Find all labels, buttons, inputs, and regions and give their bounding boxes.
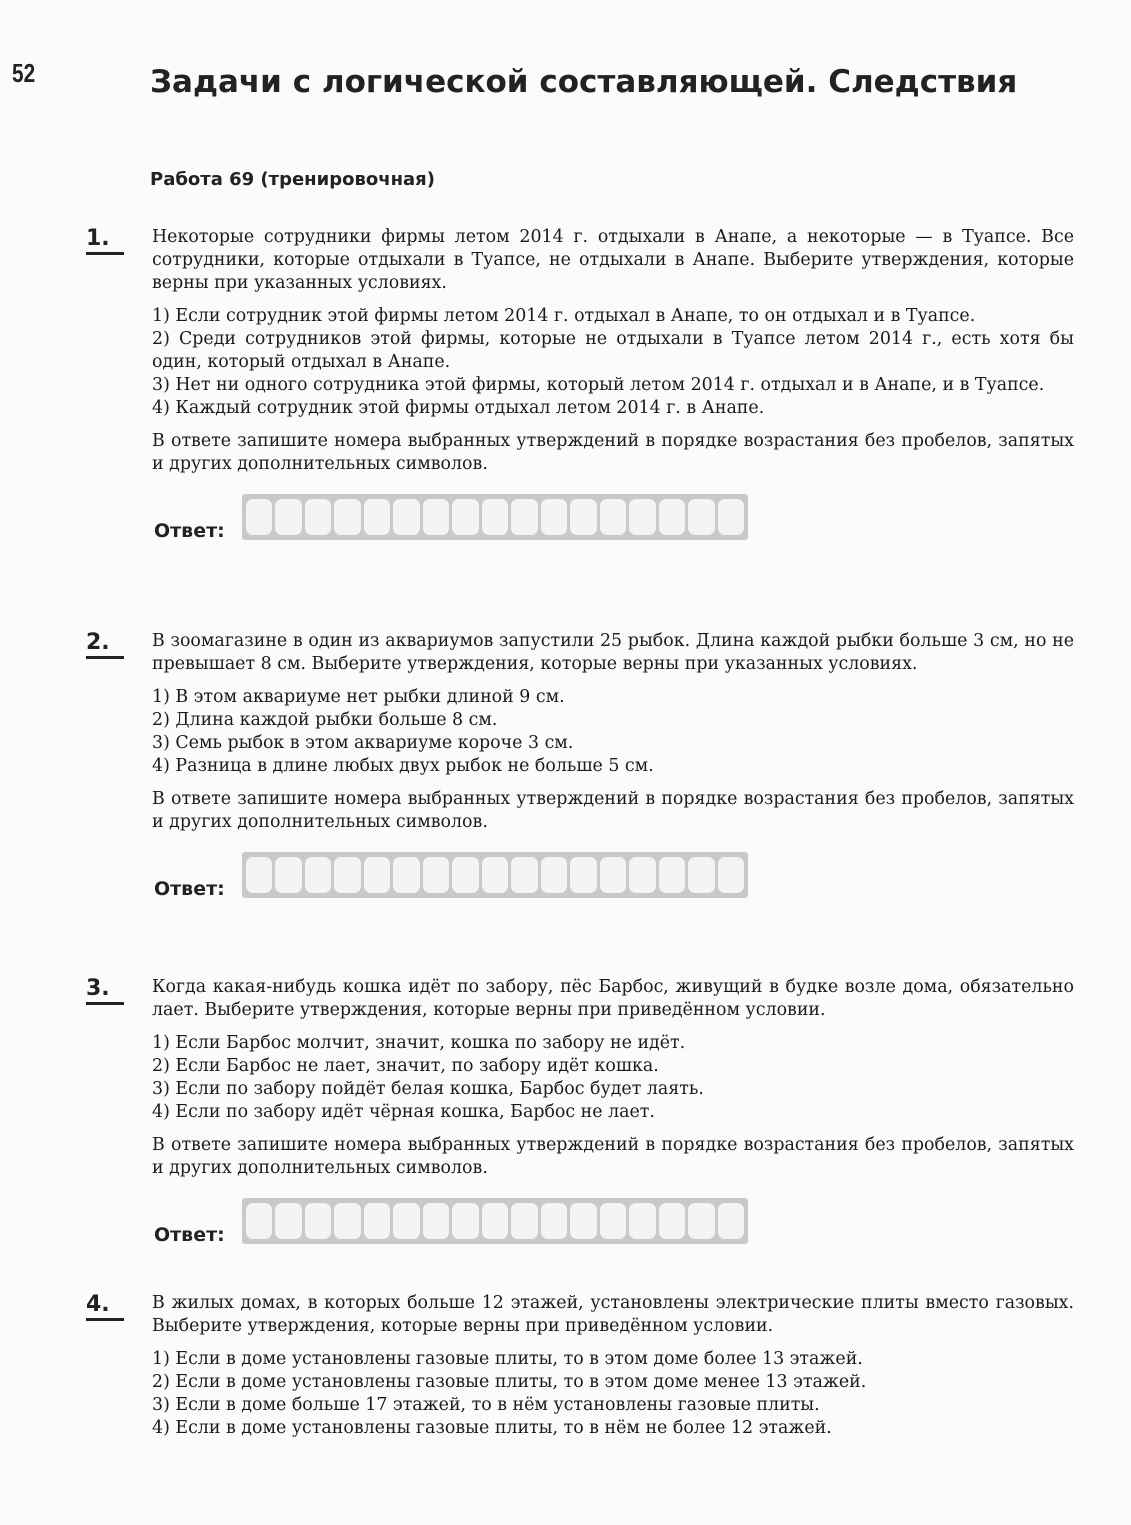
answer-cell[interactable]: [570, 857, 596, 893]
task-number-text: 3.: [86, 976, 110, 1001]
answer-cell[interactable]: [511, 857, 537, 893]
answer-label: Ответ:: [154, 878, 225, 900]
answer-cell[interactable]: [305, 499, 331, 535]
answer-row: [152, 1198, 1074, 1252]
answer-cell[interactable]: [275, 1203, 301, 1239]
answer-cell[interactable]: [570, 499, 596, 535]
task-number-underline: [86, 1002, 124, 1005]
answer-cell[interactable]: [452, 857, 478, 893]
answer-cell[interactable]: [629, 857, 655, 893]
task-number: [86, 226, 110, 252]
task-number-underline: [86, 1318, 124, 1321]
answer-cell[interactable]: [452, 499, 478, 535]
page-title: Задачи с логической составляющей. Следствия: [150, 64, 1018, 100]
task-options: [152, 305, 1074, 420]
answer-cell[interactable]: [511, 1203, 537, 1239]
task-number-text: 1.: [86, 226, 110, 251]
task-instruction: В ответе запишите номера выбранных утверждений в порядке возрастания без пробелов, запятых и других дополнительных символов.: [152, 1135, 1074, 1178]
option: 3) Нет ни одного сотрудника этой фирмы, который летом 2014 г. отдыхал и в Анапе, и в Туапсе.: [152, 375, 1045, 395]
answer-cell[interactable]: [334, 1203, 360, 1239]
answer-cell[interactable]: [718, 499, 744, 535]
answer-cell[interactable]: [423, 1203, 449, 1239]
answer-cell[interactable]: [452, 1203, 478, 1239]
page-number: 52: [12, 58, 36, 88]
answer-cell[interactable]: [393, 1203, 419, 1239]
answer-cell[interactable]: [364, 857, 390, 893]
task-condition: Когда какая-нибудь кошка идёт по забору, пёс Барбос, живущий в будке возле дома, обязательно лает. Выберите утверждения, которые верны при приведённом условии.: [152, 977, 1074, 1020]
option: 4) Разница в длине любых двух рыбок не больше 5 см.: [152, 756, 654, 776]
answer-cell[interactable]: [541, 857, 567, 893]
answer-cell[interactable]: [511, 499, 537, 535]
answer-cell[interactable]: [718, 1203, 744, 1239]
task-number-underline: [86, 656, 124, 659]
task-number-text: 2.: [86, 630, 110, 655]
answer-cell[interactable]: [246, 857, 272, 893]
answer-cell[interactable]: [305, 1203, 331, 1239]
option: 1) Если в доме установлены газовые плиты, то в этом доме более 13 этажей.: [152, 1349, 863, 1369]
answer-cell[interactable]: [659, 1203, 685, 1239]
answer-cell[interactable]: [246, 1203, 272, 1239]
answer-cell[interactable]: [334, 857, 360, 893]
task-body: [152, 226, 1074, 548]
task-instruction: В ответе запишите номера выбранных утверждений в порядке возрастания без пробелов, запятых и других дополнительных символов.: [152, 789, 1074, 832]
answer-cell[interactable]: [688, 857, 714, 893]
task-body: [152, 1292, 1074, 1450]
option: 3) Семь рыбок в этом аквариуме короче 3 см.: [152, 733, 574, 753]
answer-cell[interactable]: [305, 857, 331, 893]
task-number: [86, 630, 110, 656]
option: 2) Среди сотрудников этой фирмы, которые не отдыхали в Туапсе летом 2014 г., есть хотя бы один, который отдыхал в Анапе.: [152, 329, 1074, 372]
task-options: [152, 686, 1074, 778]
answer-input[interactable]: [242, 1198, 748, 1244]
answer-cell[interactable]: [393, 499, 419, 535]
answer-cell[interactable]: [482, 499, 508, 535]
task-condition: В зоомагазине в один из аквариумов запустили 25 рыбок. Длина каждой рыбки больше 3 см, но не превышает 8 см. Выберите утверждения, которые верны при указанных условиях.: [152, 631, 1074, 674]
answer-row: [152, 494, 1074, 548]
answer-cell[interactable]: [659, 857, 685, 893]
task-body: [152, 630, 1074, 906]
option: 3) Если по забору пойдёт белая кошка, Барбос будет лаять.: [152, 1079, 704, 1099]
answer-cell[interactable]: [629, 499, 655, 535]
task-number-underline: [86, 252, 124, 255]
answer-cell[interactable]: [482, 857, 508, 893]
answer-cell[interactable]: [570, 1203, 596, 1239]
task-condition: Некоторые сотрудники фирмы летом 2014 г. отдыхали в Анапе, а некоторые — в Туапсе. Все сотрудники, которые отдыхали в Туапсе, не отдыхали в Анапе. Выберите утверждения, которые верны при указанных условиях.: [152, 227, 1074, 293]
answer-cell[interactable]: [246, 499, 272, 535]
task-options: [152, 1348, 1074, 1440]
option: 4) Если по забору идёт чёрная кошка, Барбос не лает.: [152, 1102, 655, 1122]
option: 2) Длина каждой рыбки больше 8 см.: [152, 710, 498, 730]
answer-cell[interactable]: [364, 499, 390, 535]
task-number: [86, 976, 110, 1002]
answer-cell[interactable]: [688, 499, 714, 535]
answer-cell[interactable]: [393, 857, 419, 893]
answer-cell[interactable]: [423, 857, 449, 893]
answer-cell[interactable]: [629, 1203, 655, 1239]
task-number: [86, 1292, 110, 1318]
answer-cell[interactable]: [600, 499, 626, 535]
answer-cell[interactable]: [275, 499, 301, 535]
answer-cell[interactable]: [364, 1203, 390, 1239]
option: 3) Если в доме больше 17 этажей, то в нём установлены газовые плиты.: [152, 1395, 820, 1415]
answer-cell[interactable]: [541, 1203, 567, 1239]
answer-cell[interactable]: [423, 499, 449, 535]
answer-cell[interactable]: [334, 499, 360, 535]
answer-cell[interactable]: [275, 857, 301, 893]
answer-row: [152, 852, 1074, 906]
work-subtitle: Работа 69 (тренировочная): [150, 169, 435, 190]
option: 1) В этом аквариуме нет рыбки длиной 9 см.: [152, 687, 565, 707]
option: 1) Если сотрудник этой фирмы летом 2014 г. отдыхал в Анапе, то он отдыхал и в Туапсе.: [152, 306, 976, 326]
answer-input[interactable]: [242, 494, 748, 540]
task-body: [152, 976, 1074, 1252]
answer-cell[interactable]: [718, 857, 744, 893]
task-options: [152, 1032, 1074, 1124]
option: 2) Если в доме установлены газовые плиты, то в этом доме менее 13 этажей.: [152, 1372, 867, 1392]
answer-input[interactable]: [242, 852, 748, 898]
option: 4) Каждый сотрудник этой фирмы отдыхал летом 2014 г. в Анапе.: [152, 398, 765, 418]
task-instruction: В ответе запишите номера выбранных утверждений в порядке возрастания без пробелов, запятых и других дополнительных символов.: [152, 431, 1074, 474]
answer-cell[interactable]: [541, 499, 567, 535]
answer-cell[interactable]: [659, 499, 685, 535]
answer-cell[interactable]: [600, 857, 626, 893]
answer-cell[interactable]: [600, 1203, 626, 1239]
option: 1) Если Барбос молчит, значит, кошка по забору не идёт.: [152, 1033, 686, 1053]
task-condition: В жилых домах, в которых больше 12 этажей, установлены электрические плиты вместо газовых. Выберите утверждения, которые верны при приведённом условии.: [152, 1293, 1074, 1336]
answer-label: Ответ:: [154, 1224, 225, 1246]
answer-cell[interactable]: [482, 1203, 508, 1239]
answer-label: Ответ:: [154, 520, 225, 542]
answer-cell[interactable]: [688, 1203, 714, 1239]
option: 4) Если в доме установлены газовые плиты, то в нём не более 12 этажей.: [152, 1418, 832, 1438]
task-number-text: 4.: [86, 1292, 110, 1317]
option: 2) Если Барбос не лает, значит, по забору идёт кошка.: [152, 1056, 659, 1076]
